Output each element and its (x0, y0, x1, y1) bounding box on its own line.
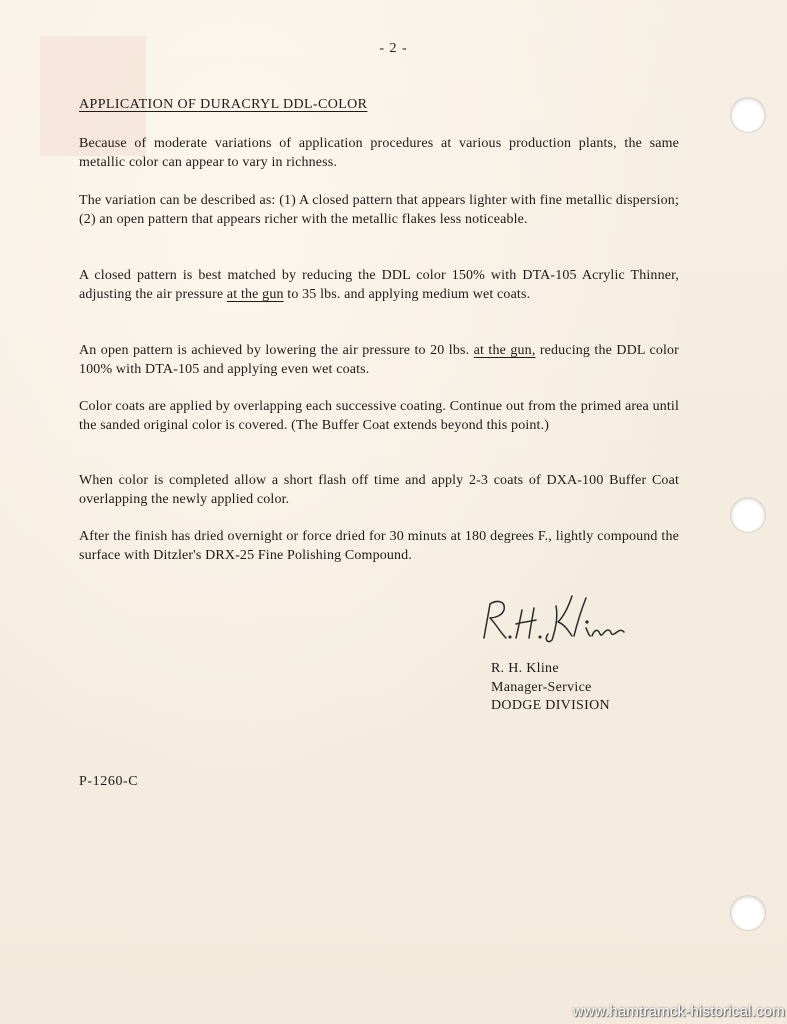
paragraph-color-coats: Color coats are applied by overlapping each successive coating. Continue out from the primed area until the sanded original color is covered. (The Buffer Coat extends beyond this point.) (79, 399, 679, 433)
handwritten-signature (474, 590, 634, 650)
binder-hole-bottom (731, 896, 765, 930)
signer-division: DODGE DIVISION (491, 698, 610, 713)
closed-pattern-text-2: to 35 lbs. and applying medium wet coats. (283, 286, 531, 302)
paragraph-variations: Because of moderate variations of application procedures at various production plants, the same metallic color can appear to vary in richness. (79, 136, 679, 170)
paragraph-finish: After the finish has dried overnight or force dried for 30 minuts at 180 degrees F., lightly compound the surface with Ditzler's DRX-25 Fine Polishing Compound. (79, 529, 679, 563)
paragraph-open-pattern (79, 342, 679, 379)
page-number: - 2 - (379, 41, 408, 56)
closed-pattern-text-1: A closed pattern is best matched by reducing the DDL color 150% with DTA-105 Acrylic Thinner, adjusting the air pressure (79, 268, 679, 302)
binder-hole-top (731, 98, 765, 132)
paragraph-closed-pattern (79, 267, 679, 304)
watermark: www.hamtramck-historical.com (572, 1003, 785, 1020)
form-number: P-1260-C (79, 774, 139, 789)
signature-block (491, 660, 610, 716)
signer-name: R. H. Kline (491, 661, 559, 676)
paragraph-buffer-coat: When color is completed allow a short flash off time and apply 2-3 coats of DXA-100 Buffer Coat overlapping the newly applied color. (79, 473, 679, 507)
section-heading: APPLICATION OF DURACRYL DDL-COLOR (79, 97, 368, 112)
paragraph-pattern-description: The variation can be described as: (1) A closed pattern that appears lighter with fine metallic dispersion; (2) an open pattern that appears richer with the metallic flakes less noticeable. (79, 193, 679, 227)
closed-pattern-underlined: at the gun (226, 286, 284, 302)
binder-hole-middle (731, 498, 765, 532)
open-pattern-text-2: reducing the DDL color 100% with DTA-105 and applying even wet coats. (79, 343, 679, 377)
open-pattern-text-1: An open pattern is achieved by lowering the air pressure to 20 lbs. (79, 343, 474, 358)
open-pattern-underlined: at the gun, (473, 343, 536, 358)
signer-title: Manager-Service (491, 679, 592, 695)
